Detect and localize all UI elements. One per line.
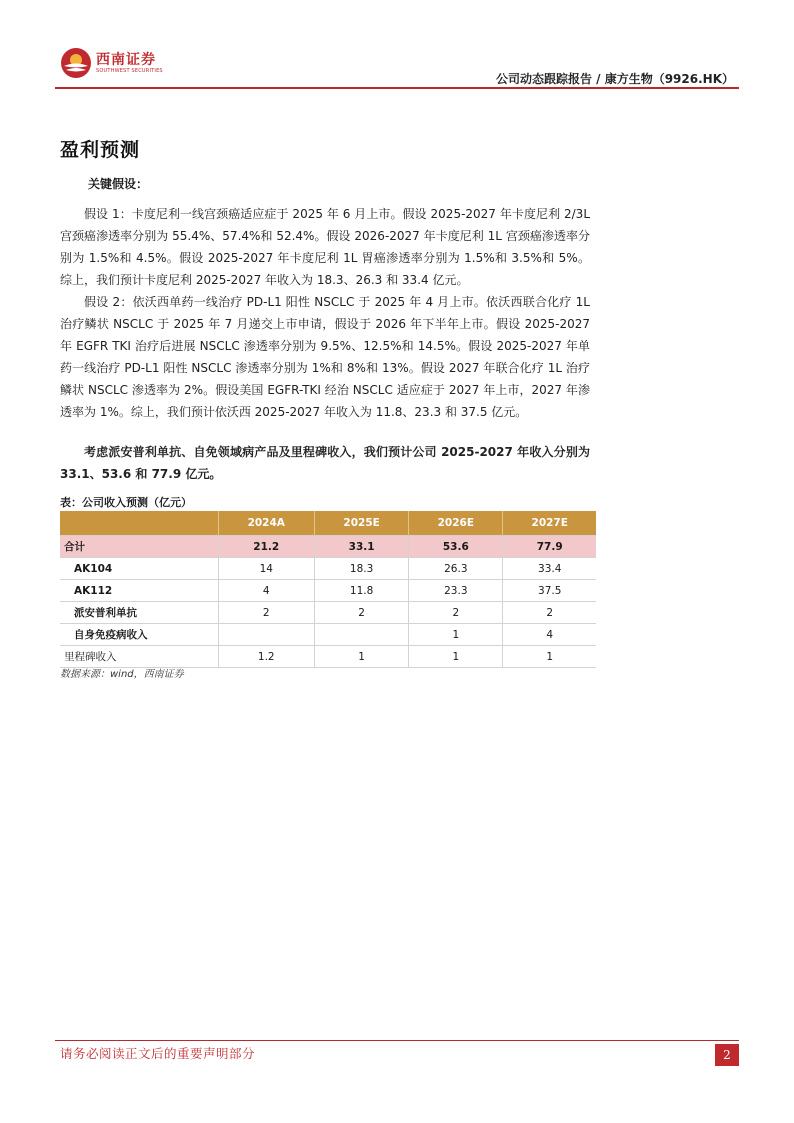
table-cell	[218, 624, 315, 646]
table-cell: 11.8	[315, 580, 409, 602]
table-cell: AK112	[60, 580, 218, 602]
page-number: 2	[715, 1044, 739, 1066]
report-header-title: 公司动态跟踪报告 / 康方生物（9926.HK）	[495, 72, 734, 86]
table-header-cell: 2024A	[218, 511, 315, 536]
table-cell: 77.9	[503, 536, 596, 558]
table-cell: 37.5	[503, 580, 596, 602]
table-row-total	[60, 536, 596, 558]
assumption-2-paragraph: 假设 2：依沃西单药一线治疗 PD-L1 阳性 NSCLC 于 2025 年 4 月上市。依沃西联合化疗 1L 治疗鳞状 NSCLC 于 2025 年 7 月递交上市申请，假设于 2026 年下半年上市。假设 2025-2027 年 EGFR TKI 治疗后进展 NSCLC 渗透率分别为 9.5%、12.5%和 14.5%。假设 2025-2027 年单药一线治疗 PD-L1 阳性 NSCLC 渗透率分别为 1%和 8%和 13%。假设 2027 年联合化疗 1L 治疗鳞状 NSCLC 渗透率为 2%。假设美国 EGFR-TKI 经治 NSCLC 适应症于 2027 年上市，2027 年渗透率为 1%。综上，我们预计依沃西 2025-2027 年收入为 11.8、23.3 和 37.5 亿元。	[60, 295, 590, 419]
table-row	[60, 580, 596, 602]
table-row	[60, 558, 596, 580]
table-cell: AK104	[60, 558, 218, 580]
table-header-cell: 2026E	[409, 511, 503, 536]
logo-chinese-name: 西南证券	[96, 51, 156, 68]
table-cell: 4	[218, 580, 315, 602]
table-cell: 2	[503, 602, 596, 624]
table-cell: 派安普利单抗	[60, 602, 218, 624]
table-cell: 2	[409, 602, 503, 624]
table-cell: 2	[218, 602, 315, 624]
revenue-summary-paragraph: 考虑派安普利单抗、自免领域病产品及里程碑收入，我们预计公司 2025-2027 年收入分别为 33.1、53.6 和 77.9 亿元。	[60, 445, 590, 481]
table-cell: 1.2	[218, 646, 315, 668]
table-row	[60, 602, 596, 624]
table-row	[60, 624, 596, 646]
table-header-cell: 2025E	[315, 511, 409, 536]
table-header-cell	[60, 511, 218, 536]
section-title: 盈利预测	[60, 139, 141, 161]
header-divider	[55, 87, 739, 89]
table-caption: 表：公司收入预测（亿元）	[60, 496, 192, 509]
table-cell: 里程碑收入	[60, 646, 218, 668]
footer-disclaimer: 请务必阅读正文后的重要声明部分	[60, 1046, 256, 1061]
revenue-forecast-table	[60, 511, 596, 668]
table-cell: 2	[315, 602, 409, 624]
footer-divider	[55, 1040, 739, 1041]
key-assumptions-label: 关键假设：	[88, 177, 149, 191]
table-cell: 23.3	[409, 580, 503, 602]
table-cell: 14	[218, 558, 315, 580]
assumption-1-paragraph: 假设 1：卡度尼利一线宫颈癌适应症于 2025 年 6 月上市。假设 2025-2027 年卡度尼利 2/3L 宫颈癌渗透率分别为 55.4%、57.4%和 52.4%。假设 2026-2027 年卡度尼利 1L 宫颈癌渗透率分别为 1.5%和 4.5%。假设 2025-2027 年卡度尼利 1L 胃癌渗透率分别为 1.5%和 3.5%和 5%。综上，我们预计卡度尼利 2025-2027 年收入为 18.3、26.3 和 33.4 亿元。	[60, 207, 590, 287]
table-cell: 53.6	[409, 536, 503, 558]
table-cell: 1	[503, 646, 596, 668]
table-cell: 合计	[60, 536, 218, 558]
sun-logo-icon	[60, 47, 92, 79]
table-cell: 1	[409, 646, 503, 668]
table-cell: 1	[409, 624, 503, 646]
table-cell: 1	[315, 646, 409, 668]
table-cell: 21.2	[218, 536, 315, 558]
data-source-note: 数据来源：wind，西南证券	[60, 669, 184, 680]
table-cell: 33.1	[315, 536, 409, 558]
table-header-cell: 2027E	[503, 511, 596, 536]
table-header-row	[60, 511, 596, 536]
table-cell: 26.3	[409, 558, 503, 580]
table-cell: 18.3	[315, 558, 409, 580]
table-cell: 4	[503, 624, 596, 646]
table-cell: 33.4	[503, 558, 596, 580]
table-cell: 自身免疫病收入	[60, 624, 218, 646]
logo-english-name: SOUTHWEST SECURITIES	[96, 67, 163, 74]
table-cell	[315, 624, 409, 646]
company-logo	[60, 47, 163, 79]
